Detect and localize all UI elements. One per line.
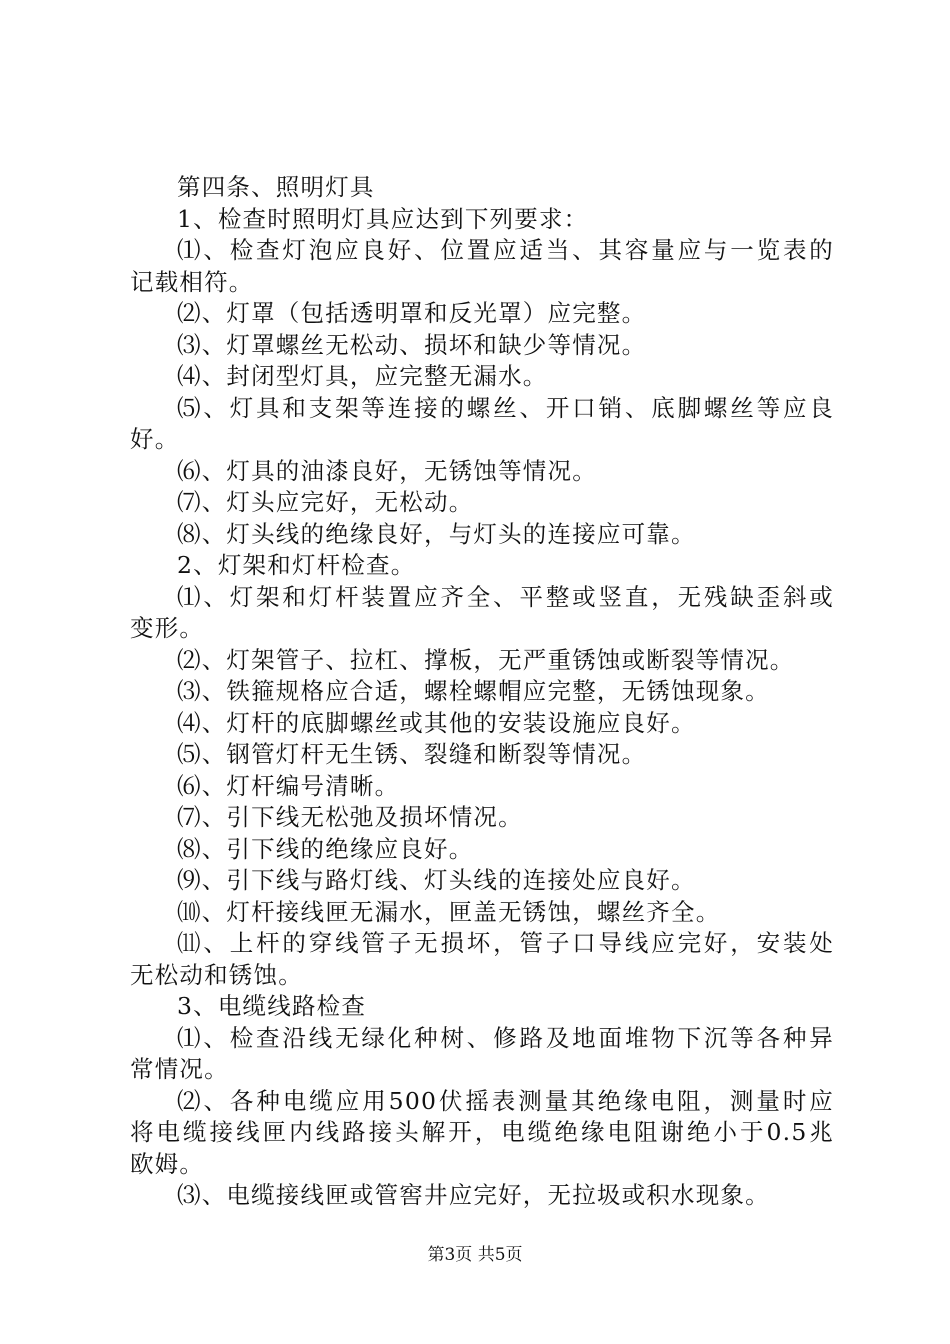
section-heading-2: 2、灯架和灯杆检查。 — [177, 551, 416, 579]
paragraph-line: 好。 — [130, 425, 180, 453]
paragraph-line: ⑵、灯罩（包括透明罩和反光罩）应完整。 — [177, 299, 647, 327]
paragraph-line: ⑸、灯具和支架等连接的螺丝、开口销、底脚螺丝等应良 — [177, 393, 834, 422]
page-number-footer: 第3页 共5页 — [427, 1245, 523, 1265]
paragraph-line: ⑷、灯杆的底脚螺丝或其他的安装设施应良好。 — [177, 708, 696, 737]
paragraph-line: ⑶、电缆接线匣或管窖井应完好，无拉圾或积水现象。 — [177, 1181, 770, 1209]
paragraph-line: ⑺、灯头应完好，无松动。 — [177, 488, 474, 516]
paragraph-line: ⑻、灯头线的绝缘良好，与灯头的连接应可靠。 — [177, 519, 696, 548]
paragraph-line: ⑴、检查灯泡应良好、位置应适当、其容量应与一览表的 — [177, 236, 834, 264]
paragraph-line: ⑺、引下线无松弛及损坏情况。 — [177, 803, 523, 831]
paragraph-line: 将电缆接线匣内线路接头解开，电缆绝缘电阻谢绝小于0.5兆 — [130, 1118, 834, 1146]
paragraph-line: ⑴、检查沿线无绿化种树、修路及地面堆物下沉等各种异 — [177, 1023, 834, 1052]
paragraph-line: ⑹、灯杆编号清晰。 — [177, 771, 400, 800]
document-body — [130, 172, 834, 1212]
paragraph-line: ⑻、引下线的绝缘应良好。 — [177, 834, 474, 863]
paragraph-line: ⑴、灯架和灯杆装置应齐全、平整或竖直，无残缺歪斜或 — [177, 582, 834, 611]
section-heading-1: 1、检查时照明灯具应达到下列要求： — [177, 204, 589, 233]
paragraph-line: ⑵、各种电缆应用500伏摇表测量其绝缘电阻，测量时应 — [177, 1086, 834, 1115]
section-heading-3: 3、电缆线路检查 — [177, 992, 367, 1020]
paragraph-line: ⑼、引下线与路灯线、灯头线的连接处应良好。 — [177, 866, 696, 894]
article-heading: 第四条、照明灯具 — [177, 173, 375, 201]
paragraph-line: ⑷、封闭型灯具，应完整无漏水。 — [177, 362, 548, 390]
paragraph-line: ⑶、铁箍规格应合适，螺栓螺帽应完整，无锈蚀现象。 — [177, 677, 770, 705]
paragraph-line: 常情况。 — [130, 1055, 229, 1083]
paragraph-line: 欧姆。 — [130, 1149, 205, 1178]
paragraph-line: 无松动和锈蚀。 — [130, 960, 303, 989]
paragraph-line: ⑽、灯杆接线匣无漏水，匣盖无锈蚀，螺丝齐全。 — [177, 897, 721, 926]
paragraph-line: 变形。 — [130, 614, 205, 642]
paragraph-line: ⑵、灯架管子、拉杠、撑板，无严重锈蚀或断裂等情况。 — [177, 645, 795, 674]
paragraph-line: ⑾、上杆的穿线管子无损坏，管子口导线应完好，安装处 — [177, 929, 834, 957]
paragraph-line: ⑹、灯具的油漆良好，无锈蚀等情况。 — [177, 456, 597, 485]
paragraph-line: ⑶、灯罩螺丝无松动、损坏和缺少等情况。 — [177, 330, 647, 359]
paragraph-line: 记载相符。 — [130, 267, 254, 296]
paragraph-line: ⑸、钢管灯杆无生锈、裂缝和断裂等情况。 — [177, 740, 647, 768]
